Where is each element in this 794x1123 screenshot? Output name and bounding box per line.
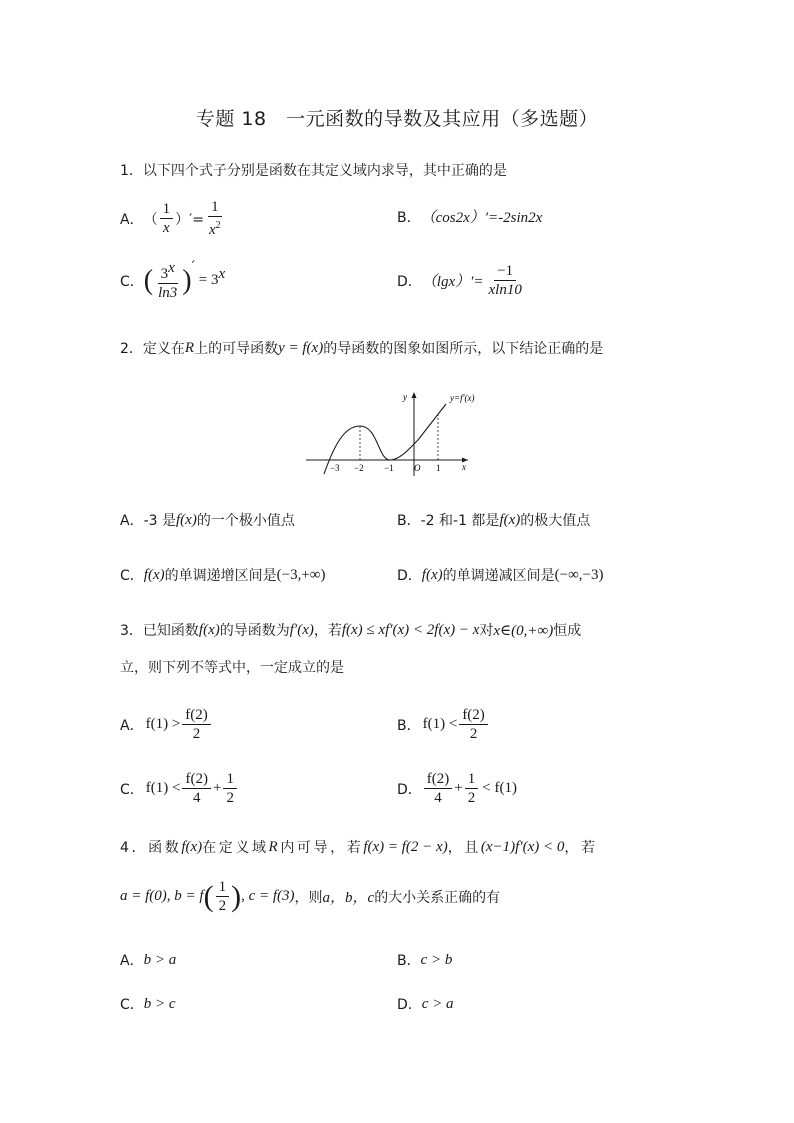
q3-option-a[interactable]: A． f(1) > $\frac{f(2)}{2}$	[120, 706, 213, 743]
fraction: $\frac{1}{x^2}$	[209, 199, 221, 238]
curve-label: y=f′(x)	[450, 393, 475, 403]
origin-label: O	[414, 463, 421, 473]
q1-option-d[interactable]: D． （lgx）′= $\frac{-1}{xln10}$	[397, 262, 527, 299]
q4-option-c[interactable]: C． b > c	[120, 995, 176, 1013]
q1-option-b[interactable]: B． （cos2x）′=-2sin2x	[397, 209, 543, 226]
fraction: $\frac{f(2)}{4}$	[182, 770, 211, 807]
question-3-stem-line2: 立，则下列不等式中，一定成立的是	[120, 660, 344, 676]
q3-option-d[interactable]: D． $\frac{f(2)}{4}$ + $\frac{1}{2}$ < f(1)	[397, 771, 517, 806]
fraction: $\frac{1}{2}$	[216, 878, 230, 915]
fraction: $\frac{f(2)}{4}$	[424, 770, 453, 807]
q4-option-d[interactable]: D． c > a	[397, 995, 454, 1013]
y-axis-label: y	[403, 392, 407, 402]
derivative-graph	[300, 388, 480, 480]
fraction: $\frac{1}{2}$	[465, 770, 479, 807]
question-4-stem-line1: 4．函数 f(x) 在定义域 R 内可导，若 f(x) = f(2 − x) ，且 (x−1)f′(x) < 0 ，若	[120, 838, 598, 856]
q2-option-a[interactable]: A． -3 是 f(x) 的一个极小值点	[120, 511, 295, 529]
fraction: $\frac{1}{x}$	[160, 200, 174, 237]
fraction: $\frac{-1}{xln10}$	[488, 263, 522, 298]
question-3-stem-line1: 3．已知函数 f(x) 的导函数为 f′(x) ，若 f(x) ≤ xf′(x) < 2f(x) − x 对 x∈(0,+∞) 恒成	[120, 621, 582, 639]
q2-option-d[interactable]: D． f(x) 的单调递减区间是 (−∞,−3)	[397, 566, 604, 584]
tick-label: 1	[436, 463, 441, 473]
option-label: A．	[120, 211, 144, 228]
q2-option-c[interactable]: C． f(x) 的单调递增区间是 (−3,+∞)	[120, 566, 326, 584]
x-axis-label: x	[462, 462, 466, 472]
q4-option-b[interactable]: B． c > b	[397, 951, 453, 969]
tick-label: −1	[384, 463, 394, 473]
q1-option-a[interactable]: A． （ $\frac{1}{x}$ ）′= $\frac{1}{x^2}$	[120, 198, 226, 239]
tick-label: −2	[354, 463, 364, 473]
fraction: $\frac{1}{2}$	[223, 770, 237, 807]
q3-option-c[interactable]: C． f(1) < $\frac{f(2)}{4}$ + $\frac{1}{2}$	[120, 770, 239, 807]
tick-label: −3	[330, 463, 340, 473]
question-2-stem: 2．定义在 R 上的可导函数 y = f(x) 的导函数的图象如图所示，以下结论正确的是	[120, 339, 604, 357]
q1-option-c[interactable]: C． ( $\frac{3^x}{\ln 3}$ ) ′ = 3 $^x$	[120, 258, 226, 301]
q3-option-b[interactable]: B． f(1) < $\frac{f(2)}{2}$	[397, 706, 490, 743]
q4-option-a[interactable]: A． b > a	[120, 951, 177, 969]
fraction: $\frac{f(2)}{2}$	[459, 706, 488, 743]
fraction: $\frac{f(2)}{2}$	[182, 706, 211, 743]
question-1-stem: 1．以下四个式子分别是函数在其定义域内求导，其中正确的是	[120, 163, 507, 179]
page-title: 专题 18 一元函数的导数及其应用（多选题）	[195, 108, 599, 130]
question-4-stem-line2: a = f(0), b = f ( $\frac{1}{2}$ ) , c = f(3) ，则 a，b，c 的大小关系正确的有	[120, 879, 501, 914]
y-axis-arrow	[412, 392, 417, 398]
fraction: $\frac{3^x}{\ln 3}$	[158, 260, 178, 301]
q2-option-b[interactable]: B． -2 和-1 都是 f(x) 的极大值点	[397, 511, 591, 529]
